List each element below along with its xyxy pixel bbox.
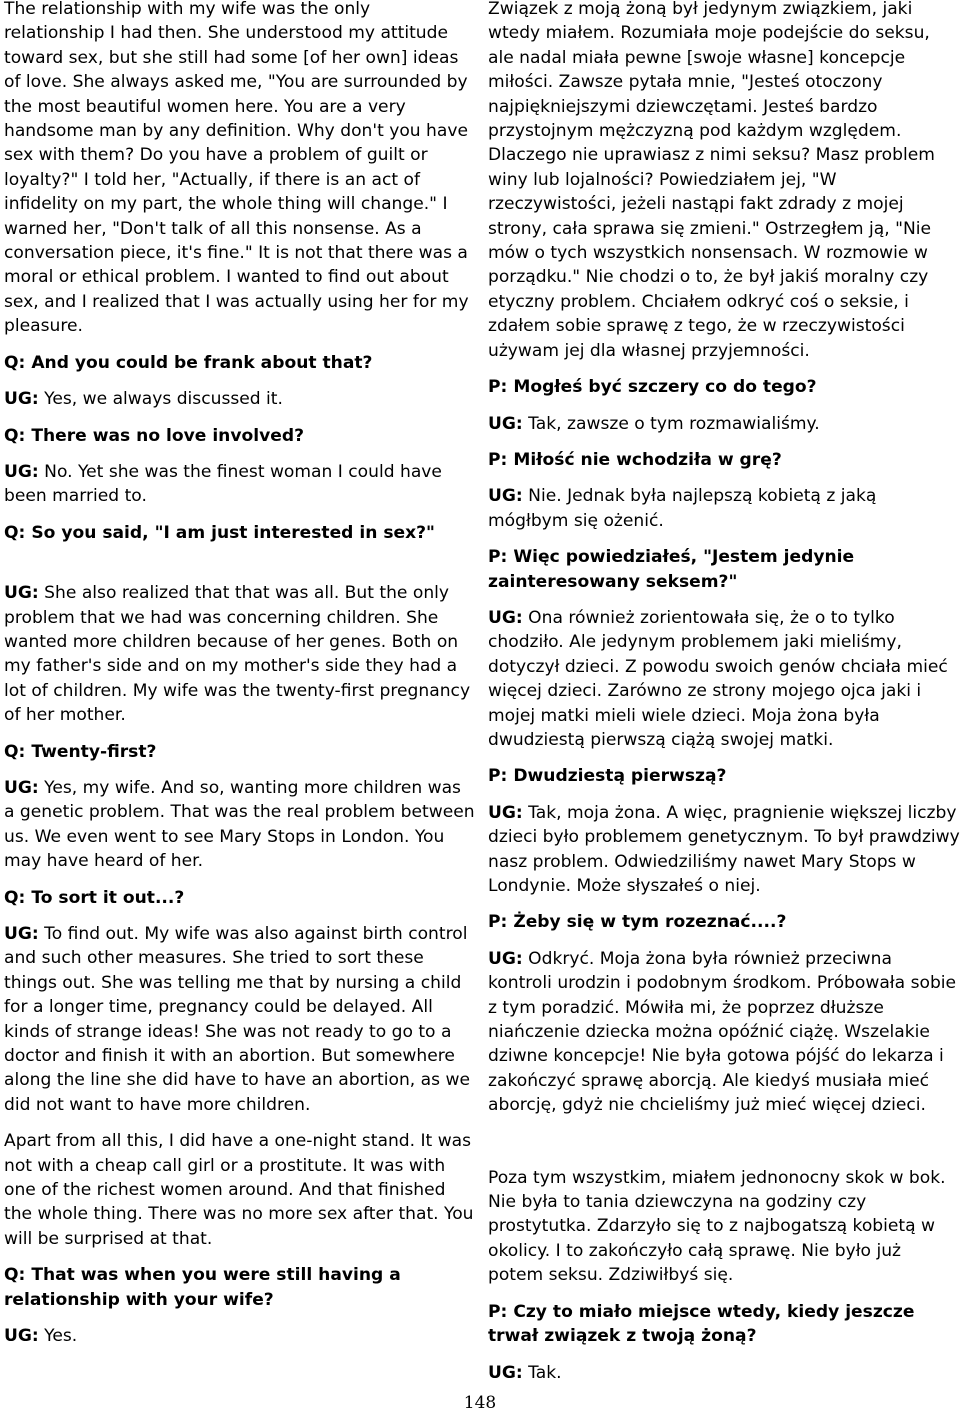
answer-paragraph [488, 484, 960, 533]
question-line: Q: To sort it out...? [4, 887, 185, 908]
question-line: P: Czy to miało miejsce wtedy, kiedy jeszcze trwał związek z twoją żoną? [488, 1301, 915, 1347]
speaker-label: UG: [4, 583, 39, 604]
answer-paragraph [488, 412, 960, 436]
question-line: P: Miłość nie wchodziła w grę? [488, 449, 782, 470]
question-line: P: Żeby się w tym rozeznać....? [488, 912, 787, 933]
answer-text: Odkryć. Moja żona była również przeciwna kontroli urodzin i podobnym środkom. Próbowała sobie z tym poradzić. Mówiła mi, że poprzez dłuższe niańczenie dziecka można opóźnić ciążę. Wszelakie dziwne koncepcje! Nie była gotowa pójść do lekarza i zakończyć sprawę aborcją. Ale kiedyś musiała mieć aborcję, gdyż nie chcieliśmy już mieć więcej dzieci. [488, 948, 957, 1116]
answer-paragraph [488, 1361, 960, 1385]
question-line: Q: That was when you were still having a relationship with your wife? [4, 1265, 401, 1310]
answer-paragraph [4, 1324, 476, 1348]
narrative-paragraph: Związek z moją żoną był jedynym związkiem, jaki wtedy miałem. Rozumiała moje podejście do seksu, ale nadal miała pewne [swoje własne] koncepcje miłości. Zawsze pytała mnie, "Jesteś otoczony najpiękniejszymi dziewczętami. Jesteś bardzo przystojnym mężczyzną pod każdym względem. Dlaczego nie uprawiasz z nimi seksu? Masz problem winy lub lojalności? Powiedziałem jej, "W rzeczywistości, jeżeli nastąpi fakt zdrady z mojej strony, cała sprawa się zmieni." Ostrzegłem ją, "Nie mów o tych wszystkich nonsensach. W rozmowie w porządku." Nie chodzi o to, że był jakiś moralny czy etyczny problem. Chciałem odkryć coś o seksie, i zdałem sobie sprawę z tego, że w rzeczywistości używam jej dla własnej przyjemności. [488, 0, 935, 361]
narrative-paragraph: Apart from all this, I did have a one-night stand. It was not with a cheap call girl or a prostitute. It was with one of the richest women around. And that finished the whole thing. There was no more sex after that. You will be surprised at that. [4, 1131, 474, 1249]
answer-paragraph [4, 387, 476, 411]
answer-text: Ona również zorientowała się, że o to tylko chodziło. Ale jedynym problemem jaki mieliśmy, dotyczył dzieci. Z powodu swoich genów chciała mieć więcej dzieci. Zarówno ze strony mojego ojca jaki i mojej matki mieli wiele dzieci. Moja żona była dwudziestą pierwszą ciążą swojej matki. [488, 607, 948, 750]
page-number: 148 [463, 1393, 497, 1413]
answer-text: Tak, zawsze o tym rozmawialiśmy. [522, 413, 820, 434]
narrative-paragraph: Poza tym wszystkim, miałem jednonocny skok w bok. Nie była to tania dziewczyna na godziny czy prostytutka. Zdarzyło się to z najbogatszą kobietą w okolicy. I to zakończyło całą sprawę. Nie było już potem seksu. Zdziwiłbyś się. [488, 1167, 946, 1286]
speaker-label: UG: [4, 924, 39, 944]
speaker-label: UG: [488, 607, 523, 628]
speaker-label: UG: [4, 389, 39, 410]
answer-text: Yes. [38, 1326, 78, 1347]
question-line: P: Więc powiedziałeś, "Jestem jedynie zainteresowany seksem?" [488, 547, 855, 592]
speaker-label: UG: [488, 413, 523, 434]
speaker-label: UG: [4, 1326, 39, 1347]
question-line: Q: So you said, "I am just interested in sex?" [4, 522, 435, 543]
answer-text: To find out. My wife was also against birth control and such other measures. She tried to sort these things out. She was telling me that by nursing a child for a longer time, pregnancy could be delayed. All kinds of strange ideas! She was not ready to go to a doctor and finish it with an abortion. But somewhere along the line she did have to have an abortion, as we did not want to have more children. [4, 924, 470, 1115]
answer-text: She also realized that that was all. But the only problem that we had was concerning children. She wanted more children because of her genes. Both on my father's side and on my mother's side they had a lot of children. My wife was the twenty-first pregnancy of her mother. [4, 583, 471, 726]
answer-text: No. Yet she was the finest woman I could have been married to. [4, 461, 442, 507]
answer-paragraph [4, 581, 476, 727]
answer-text: Nie. Jednak była najlepszą kobietą z jaką mógłbym się ożenić. [488, 486, 877, 531]
answer-paragraph [4, 776, 476, 874]
speaker-label: UG: [4, 461, 39, 482]
answer-paragraph [4, 460, 476, 509]
speaker-label: UG: [488, 1362, 523, 1383]
narrative-paragraph: The relationship with my wife was the only relationship I had then. She understood my attitude toward sex, but she still had some [of her own] ideas of love. She always asked me, "You are surrounded by the most beautiful women here. You are a very handsome man by any definition. Why don't you have sex with them? Do you have a problem of guilt or loyalty?" I told her, "Actually, if there is an act of infidelity on my part, the whole thing will change." I warned her, "Don't talk of all this nonsense. As a conversation piece, it's fine." It is not that there was a moral or ethical problem. I wanted to find out about sex, and I realized that I was actually using her for my pleasure. [4, 0, 469, 337]
question-line: Q: There was no love involved? [4, 425, 304, 446]
answer-paragraph [488, 606, 960, 752]
speaker-label: UG: [488, 802, 523, 823]
question-line: Q: Twenty-first? [4, 741, 157, 762]
answer-text: Tak, moja żona. A więc, pragnienie większej liczby dzieci było problemem genetycznym. To był prawdziwy nasz problem. Odwiedziliśmy nawet Mary Stops w Londynie. Może słyszałeś o niej. [488, 802, 960, 896]
question-line: P: Mogłeś być szczery co do tego? [488, 377, 817, 398]
answer-text: Yes, we always discussed it. [38, 389, 283, 410]
answer-paragraph [488, 801, 960, 899]
speaker-label: UG: [488, 486, 523, 507]
speaker-label: UG: [4, 777, 39, 798]
polish-column [488, 0, 960, 1385]
answer-paragraph [4, 922, 476, 1117]
answer-text: Tak. [522, 1362, 562, 1383]
answer-text: Yes, my wife. And so, wanting more children was a genetic problem. That was the real problem between us. We even went to see Mary Stops in London. You may have heard of her. [4, 777, 475, 872]
speaker-label: UG: [488, 948, 523, 969]
english-column [4, 0, 476, 1349]
question-line: Q: And you could be frank about that? [4, 352, 373, 373]
answer-paragraph [488, 947, 960, 1118]
question-line: P: Dwudziestą pierwszą? [488, 766, 727, 787]
